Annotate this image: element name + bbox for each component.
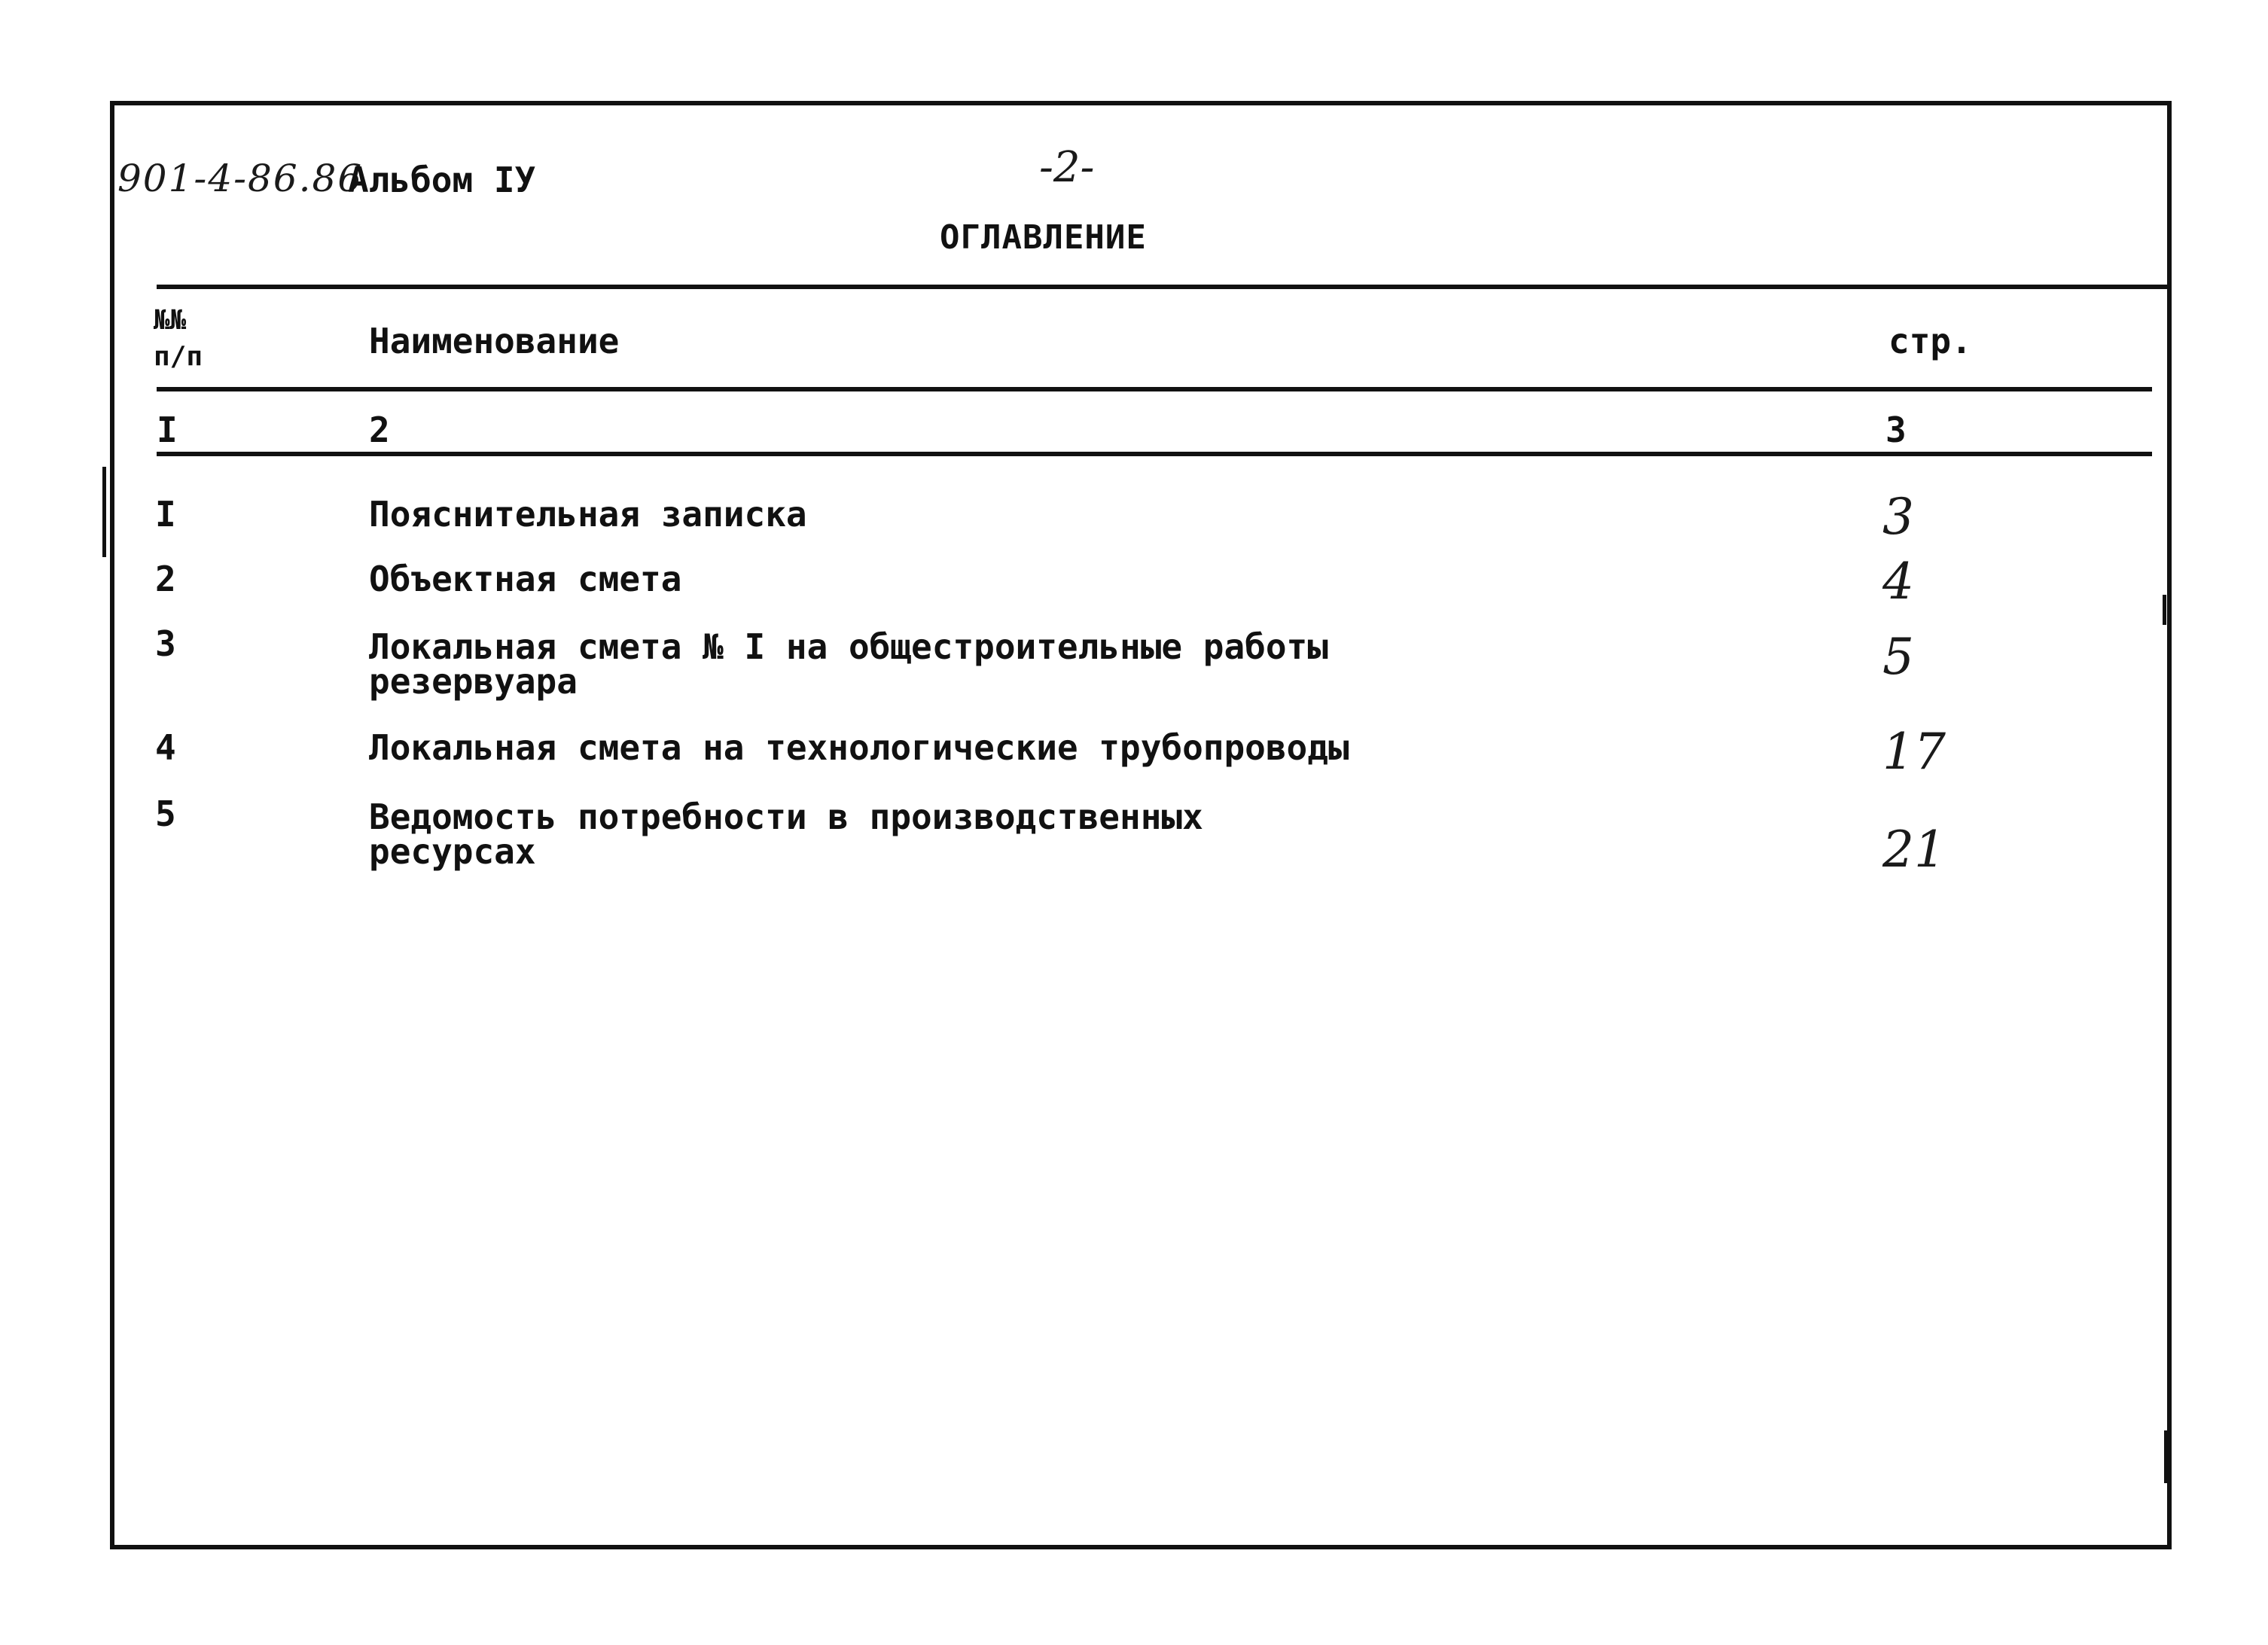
margin-mark bbox=[102, 467, 106, 557]
column-number-1: I bbox=[157, 410, 178, 450]
row-page: 5 bbox=[1882, 628, 1914, 686]
row-page: 21 bbox=[1882, 821, 1946, 879]
table-top-rule bbox=[157, 285, 2172, 289]
header-bottom-rule bbox=[157, 387, 2152, 391]
row-name: Ведомость потребности в производственных ресурсах bbox=[369, 797, 1203, 872]
column-number-3: 3 bbox=[1885, 410, 1907, 450]
margin-mark bbox=[2164, 1430, 2168, 1483]
row-name: Локальная смета на технологические трубопроводы bbox=[369, 727, 1349, 768]
album-label: Альбом IУ bbox=[348, 160, 536, 200]
row-name: Объектная смета bbox=[369, 559, 682, 599]
row-page: 4 bbox=[1882, 553, 1914, 611]
row-number: 4 bbox=[155, 727, 176, 768]
row-name: Пояснительная записка bbox=[369, 494, 807, 535]
row-name: Локальная смета № I на общестроительные работы резервуара bbox=[369, 626, 1328, 702]
header-page: стр. bbox=[1888, 321, 1972, 361]
header-number: №№ п/п bbox=[154, 305, 203, 372]
row-number: 2 bbox=[155, 559, 176, 599]
header-name: Наименование bbox=[369, 321, 620, 361]
row-page: 17 bbox=[1882, 723, 1946, 781]
row-number: 3 bbox=[155, 623, 176, 664]
margin-mark bbox=[2163, 595, 2166, 625]
document-designation: 901-4-86.86 bbox=[117, 157, 364, 200]
row-page: 3 bbox=[1882, 488, 1914, 546]
column-numbers-rule bbox=[157, 452, 2152, 456]
row-number: I bbox=[155, 494, 176, 535]
page-title: ОГЛАВЛЕНИЕ bbox=[940, 218, 1147, 257]
column-number-2: 2 bbox=[369, 410, 390, 450]
row-number: 5 bbox=[155, 794, 176, 834]
page-number: -2- bbox=[1039, 143, 1095, 192]
